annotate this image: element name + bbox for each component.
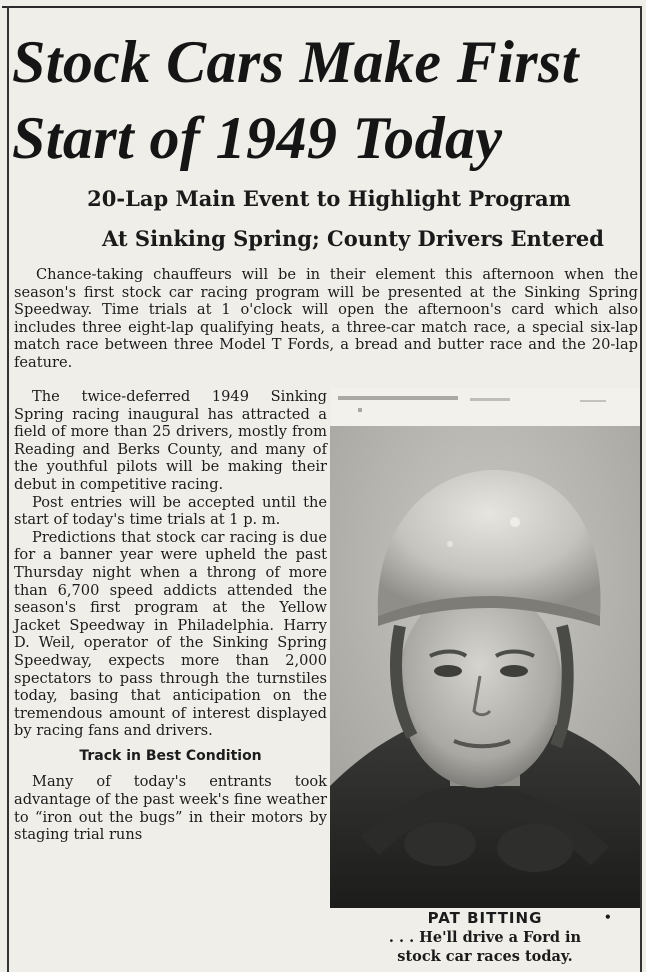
headline-line-1: Stock Cars Make First — [12, 29, 579, 95]
driver-portrait-image — [330, 426, 640, 908]
left-column — [14, 388, 327, 844]
caption-name: PAT BITTING — [427, 909, 543, 927]
lead-paragraph: Chance-taking chauffeurs will be in their element this afternoon when the season's first stock car racing program will be presented at the Sinking Spring Speedway. Time trials at 1 o'clock will open the afternoon's card which also includes three eight-lap qualifying heats, a three-car match race, a special six-lap match race between three Model T Fords, a bread and butter race and the 20-lap feature. — [14, 266, 638, 371]
headline-line-2: Start of 1949 Today — [12, 105, 503, 171]
driver-portrait-photo — [330, 426, 640, 908]
caption-bullet: • — [604, 910, 612, 924]
subhead: Track in Best Condition — [79, 747, 262, 764]
halftone-noise — [330, 388, 640, 426]
caption-line-1: . . . He'll drive a Ford in — [388, 929, 582, 946]
photo-top-strip — [330, 388, 640, 426]
caption-line-2: stock car races today. — [397, 948, 573, 965]
paragraph-4: Many of today's entrants took advantage of the past week's fine weather to “iron out the bugs” in their motors by staging trial runs — [14, 773, 327, 844]
right-column-rule — [640, 6, 642, 972]
paragraph-2: Post entries will be accepted until the start of today's time trials at 1 p. m. — [14, 493, 327, 529]
photo-caption — [330, 906, 640, 970]
paragraph-3: Predictions that stock car racing is due for a banner year were upheld the past Thursday night when a throng of more than 6,700 speed addicts attended the season's first program at the Yellow Jacket Speedway in Philadelphia. Harry D. Weil, operator of the Sinking Spring Speedway, expects more than 2,000 spectators to pass through the turnstiles today, basing that anticipation on the tremendous amount of interest displayed by racing fans and drivers. — [14, 528, 327, 740]
photo-frame — [330, 388, 640, 972]
lead-paragraph-block — [14, 266, 638, 372]
deck-line-1: 20-Lap Main Event to Highlight Program — [87, 186, 571, 211]
top-rule — [2, 6, 642, 8]
deck-line-2: At Sinking Spring; County Drivers Entered — [102, 226, 604, 251]
left-column-rule — [7, 6, 9, 972]
paragraph-1: The twice-deferred 1949 Sinking Spring racing inaugural has attracted a field of more than 25 drivers, mostly from Reading and Berks County, and many of the youthful pilots will be making their debut in competitive racing. — [14, 388, 327, 493]
